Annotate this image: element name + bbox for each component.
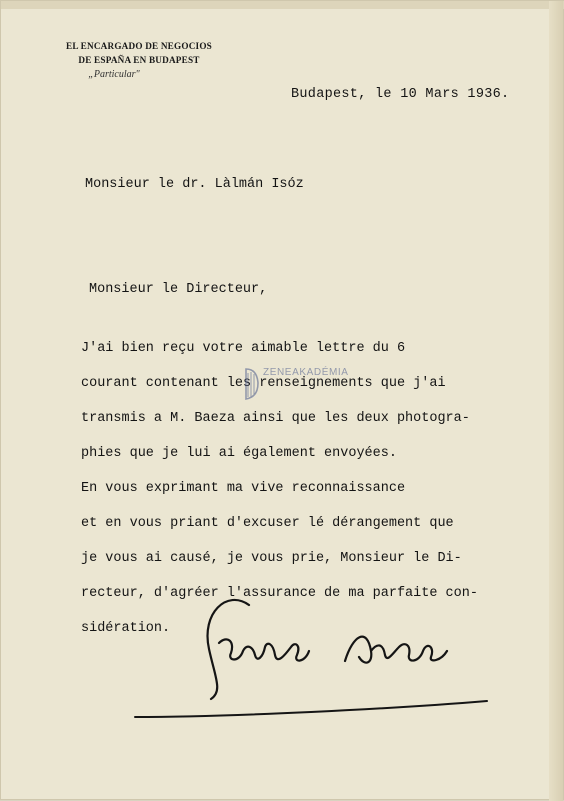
body-line: sidération.: [81, 621, 171, 636]
signature: [131, 591, 491, 721]
paper-edge-right: [549, 1, 563, 801]
paper-edge-top: [1, 1, 564, 9]
harp-icon: [243, 367, 261, 401]
body-line: phies que je lui ai également envoyées.: [81, 446, 397, 461]
letterhead-line-1: EL ENCARGADO DE NEGOCIOS: [66, 41, 212, 51]
letterhead-marker: „Particular": [88, 69, 140, 80]
body-line: courant contenant les renseignements que j'ai: [81, 376, 446, 391]
stamp-text: ZENEAKADÉMIA: [263, 367, 349, 378]
library-stamp: [241, 367, 351, 427]
body-line: transmis a M. Baeza ainsi que les deux photogra-: [81, 411, 470, 426]
body-line: et en vous priant d'excuser lé dérangement que: [81, 516, 454, 531]
body-line: recteur, d'agréer l'assurance de ma parfaite con-: [81, 586, 478, 601]
letterhead: [39, 39, 239, 80]
body-line: J'ai bien reçu votre aimable lettre du 6: [81, 341, 406, 356]
body-line: En vous exprimant ma vive reconnaissance: [81, 481, 406, 496]
body-line: je vous ai causé, je vous prie, Monsieur le Di-: [81, 551, 462, 566]
salutation: Monsieur le Directeur,: [89, 282, 268, 297]
recipient-line: Monsieur le dr. Làlmán Isóz: [85, 177, 304, 192]
letter-date: Budapest, le 10 Mars 1936.: [291, 87, 510, 102]
letterhead-line-2: DE ESPAÑA EN BUDAPEST: [78, 55, 200, 65]
